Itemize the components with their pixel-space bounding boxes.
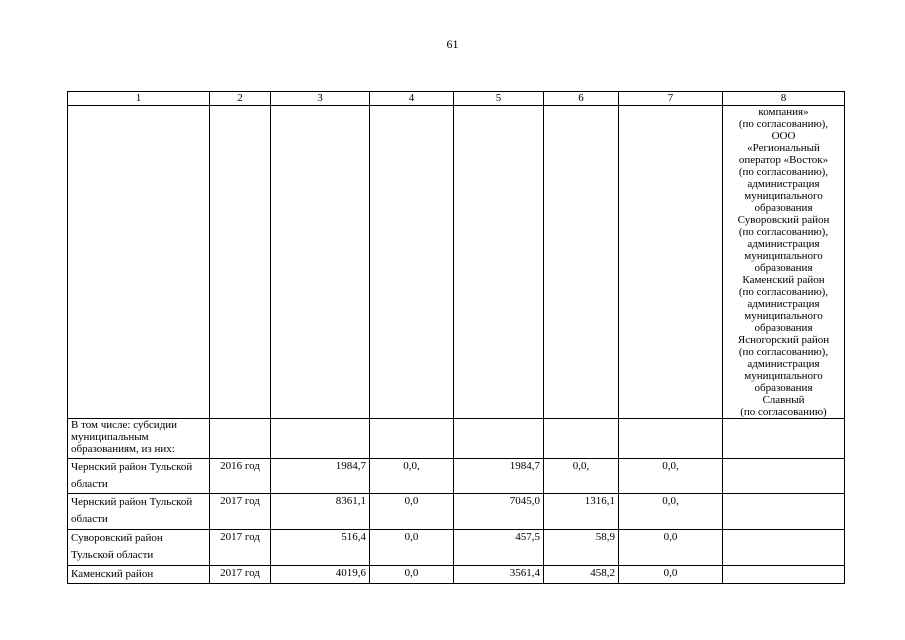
value-col7: 0,0, bbox=[619, 459, 723, 494]
value-col6: 0,0, bbox=[544, 459, 619, 494]
value-col7: 0,0 bbox=[619, 530, 723, 566]
value-col5: 7045,0 bbox=[454, 494, 544, 530]
value-col4: 0,0 bbox=[370, 566, 454, 584]
cell-empty bbox=[271, 419, 370, 459]
table-row bbox=[68, 494, 845, 530]
district-name: Каменский район bbox=[68, 566, 210, 584]
value-col8 bbox=[723, 459, 845, 494]
value-col7: 0,0 bbox=[619, 566, 723, 584]
cell-empty bbox=[619, 419, 723, 459]
cell-empty bbox=[210, 419, 271, 459]
district-name: Чернский район Тульской области bbox=[68, 494, 210, 530]
cell-empty bbox=[370, 419, 454, 459]
page-number: 61 bbox=[446, 37, 459, 51]
value-col8 bbox=[723, 566, 845, 584]
value-col8 bbox=[723, 494, 845, 530]
col-header-3: 3 bbox=[271, 92, 370, 106]
value-total: 4019,6 bbox=[271, 566, 370, 584]
year: 2016 год bbox=[210, 459, 271, 494]
cell-empty bbox=[454, 419, 544, 459]
col-header-2: 2 bbox=[210, 92, 271, 106]
cell-empty bbox=[68, 106, 210, 419]
subsidies-subheader-row bbox=[68, 419, 845, 459]
col-header-1: 1 bbox=[68, 92, 210, 106]
column-number-row bbox=[68, 92, 845, 106]
year: 2017 год bbox=[210, 566, 271, 584]
cell-empty bbox=[544, 106, 619, 419]
value-col5: 1984,7 bbox=[454, 459, 544, 494]
responsible-executors-cell: компания» (по согласованию), ООО «Региональный оператор «Восток» (по согласованию), администрация муниципального образования Суворовский район (по согласованию), администрация муниципального образования Каменский район (по согласованию), администрация муниципального образования Ясногорский район (по согласованию), администрация муниципального образования Славный (по согласованию) bbox=[723, 106, 845, 419]
cell-empty bbox=[619, 106, 723, 419]
year: 2017 год bbox=[210, 530, 271, 566]
subsidies-subheader: В том числе: субсидии муниципальным образованиям, из них: bbox=[68, 419, 210, 459]
budget-table bbox=[67, 91, 845, 584]
cell-empty bbox=[271, 106, 370, 419]
table-row bbox=[68, 566, 845, 584]
value-total: 8361,1 bbox=[271, 494, 370, 530]
table-row bbox=[68, 530, 845, 566]
district-name: Чернский район Тульской области bbox=[68, 459, 210, 494]
table-row bbox=[68, 459, 845, 494]
value-col6: 458,2 bbox=[544, 566, 619, 584]
col-header-7: 7 bbox=[619, 92, 723, 106]
value-total: 1984,7 bbox=[271, 459, 370, 494]
col-header-6: 6 bbox=[544, 92, 619, 106]
value-col5: 3561,4 bbox=[454, 566, 544, 584]
value-col5: 457,5 bbox=[454, 530, 544, 566]
district-name: Суворовский район Тульской области bbox=[68, 530, 210, 566]
value-col8 bbox=[723, 530, 845, 566]
cell-empty bbox=[210, 106, 271, 419]
value-col7: 0,0, bbox=[619, 494, 723, 530]
cell-empty bbox=[723, 419, 845, 459]
value-col4: 0,0, bbox=[370, 459, 454, 494]
value-col4: 0,0 bbox=[370, 530, 454, 566]
value-total: 516,4 bbox=[271, 530, 370, 566]
value-col6: 1316,1 bbox=[544, 494, 619, 530]
year: 2017 год bbox=[210, 494, 271, 530]
value-col4: 0,0 bbox=[370, 494, 454, 530]
cell-empty bbox=[454, 106, 544, 419]
cell-empty bbox=[544, 419, 619, 459]
col-header-8: 8 bbox=[723, 92, 845, 106]
col-header-4: 4 bbox=[370, 92, 454, 106]
cell-empty bbox=[370, 106, 454, 419]
value-col6: 58,9 bbox=[544, 530, 619, 566]
col-header-5: 5 bbox=[454, 92, 544, 106]
continuation-row bbox=[68, 106, 845, 419]
